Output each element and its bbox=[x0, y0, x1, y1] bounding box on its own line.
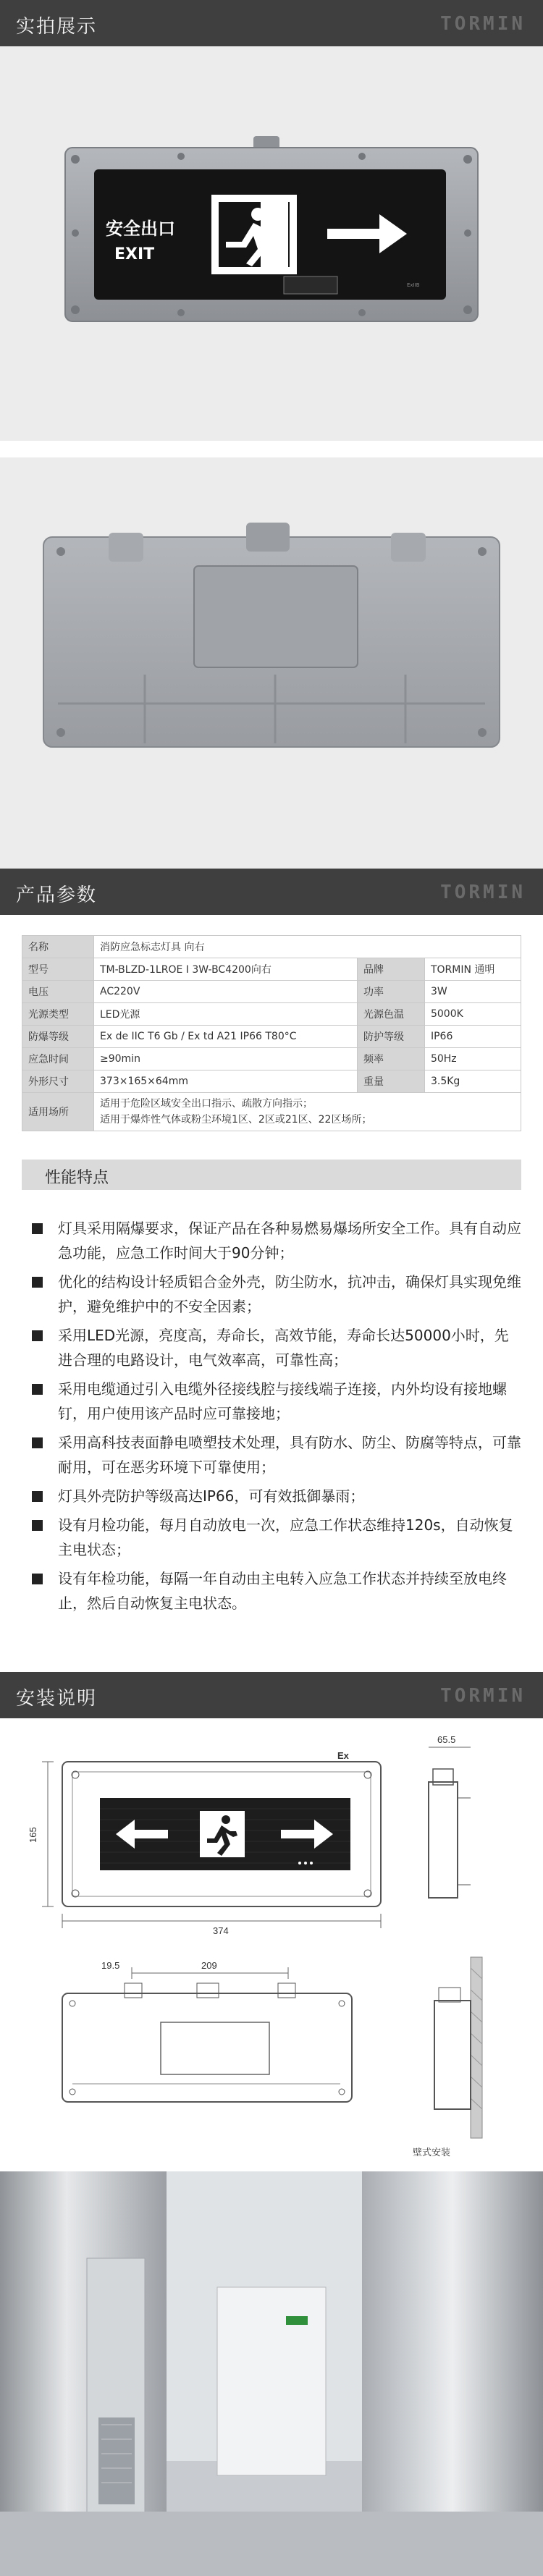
spec-value: 50Hz bbox=[424, 1048, 521, 1070]
features-list bbox=[32, 1216, 521, 1620]
emergency-light-back-image bbox=[0, 457, 543, 876]
section-title: 安装说明 bbox=[16, 1688, 98, 1710]
spec-value: ≥90min bbox=[94, 1048, 358, 1070]
spec-value: AC220V bbox=[94, 981, 358, 1003]
list-item: 采用电缆通过引入电缆外径接线腔与接线端子连接，内外均设有接地螺钉，用户使用该产品时应可靠接地； bbox=[32, 1377, 521, 1426]
bullet-square-icon bbox=[32, 1437, 43, 1448]
list-item: 设有月检功能，每月自动放电一次，应急工作状态维持120s，自动恢复主电状态； bbox=[32, 1513, 521, 1562]
bullet-square-icon bbox=[32, 1520, 43, 1531]
spec-value: LED光源 bbox=[94, 1003, 358, 1026]
table-row bbox=[22, 981, 521, 1003]
spec-label: 防护等级 bbox=[357, 1026, 424, 1048]
features-title: 性能特点 bbox=[45, 1169, 109, 1187]
table-row bbox=[22, 1093, 521, 1131]
bullet-square-icon bbox=[32, 1384, 43, 1395]
spec-table-wrap bbox=[22, 935, 521, 1131]
install-drawing bbox=[0, 1718, 543, 2171]
list-item: 灯具外壳防护等级高达IP66，可有效抵御暴雨； bbox=[32, 1484, 521, 1508]
dim-height: 165 bbox=[28, 1827, 38, 1843]
list-item: 优化的结构设计轻质铝合金外壳，防尘防水，抗冲击，确保灯具实现免维护，避免维护中的不安全因素； bbox=[32, 1270, 521, 1319]
table-row bbox=[22, 1026, 521, 1048]
bullet-square-icon bbox=[32, 1330, 43, 1341]
mount-label: 壁式安装 bbox=[413, 2147, 451, 2158]
table-row bbox=[22, 1070, 521, 1093]
dim-width: 374 bbox=[213, 1925, 229, 1936]
section-title: 产品参数 bbox=[16, 884, 98, 906]
bullet-square-icon bbox=[32, 1491, 43, 1502]
spec-value-line: 适用于爆炸性气体或粉尘环境1区、2区或21区、22区场所； bbox=[100, 1114, 372, 1126]
list-item: 采用LED光源，亮度高，寿命长，高效节能，寿命长达50000小时，先进合理的电路设计，电气效率高，可靠性高； bbox=[32, 1323, 521, 1372]
spec-table bbox=[22, 935, 521, 1131]
dim-depth: 65.5 bbox=[437, 1734, 456, 1745]
spec-label: 应急时间 bbox=[22, 1048, 94, 1070]
spec-value: 3.5Kg bbox=[424, 1070, 521, 1093]
photo-front-panel bbox=[0, 46, 543, 441]
bullet-square-icon bbox=[32, 1277, 43, 1288]
nameplate-marks: ExIIB bbox=[407, 282, 420, 288]
table-row bbox=[22, 1048, 521, 1070]
factory-photo-image bbox=[0, 2171, 543, 2576]
spec-label: 频率 bbox=[357, 1048, 424, 1070]
table-row bbox=[22, 936, 521, 958]
spec-label: 功率 bbox=[357, 981, 424, 1003]
brand-logo: TORMIN bbox=[440, 882, 526, 903]
emergency-light-front-image bbox=[0, 46, 543, 441]
list-item: 设有年检功能，每隔一年自动由主电转入应急工作状态并持续至放电终止，然后自动恢复主电状态。 bbox=[32, 1566, 521, 1616]
spec-label: 光源类型 bbox=[22, 1003, 94, 1026]
section-header-params bbox=[0, 869, 543, 915]
features-header bbox=[22, 1160, 521, 1190]
brand-logo: TORMIN bbox=[440, 1685, 526, 1707]
spec-label: 电压 bbox=[22, 981, 94, 1003]
spec-value-line: 适用于危险区域安全出口指示、疏散方向指示； bbox=[100, 1098, 313, 1110]
brand-logo: TORMIN bbox=[440, 13, 526, 35]
photo-back-panel bbox=[0, 457, 543, 876]
list-item: 采用高科技表面静电喷塑技术处理，具有防水、防尘、防腐等特点，可靠耐用，可在恶劣环境下可靠使用； bbox=[32, 1430, 521, 1479]
installation-photo bbox=[0, 2171, 543, 2576]
spec-value: TORMIN 通明 bbox=[424, 958, 521, 981]
sign-en-text: EXIT bbox=[114, 245, 155, 263]
spec-value: TM-BLZD-1LROE I 3W-BC4200向右 bbox=[94, 958, 358, 981]
section-title: 实拍展示 bbox=[16, 16, 98, 38]
running-man-icon bbox=[219, 202, 290, 267]
spec-label: 外形尺寸 bbox=[22, 1070, 94, 1093]
bullet-square-icon bbox=[32, 1574, 43, 1584]
spec-label: 型号 bbox=[22, 958, 94, 981]
spec-label: 防爆等级 bbox=[22, 1026, 94, 1048]
spec-value: 消防应急标志灯具 向右 bbox=[94, 936, 521, 958]
spec-label: 适用场所 bbox=[22, 1093, 94, 1131]
spec-value-multiline bbox=[94, 1093, 521, 1131]
spec-value: 3W bbox=[424, 981, 521, 1003]
dim-small: 19.5 bbox=[101, 1960, 120, 1971]
dim-mount: 209 bbox=[201, 1960, 217, 1971]
spec-label: 重量 bbox=[357, 1070, 424, 1093]
spec-value: 5000K bbox=[424, 1003, 521, 1026]
spec-label: 品牌 bbox=[357, 958, 424, 981]
dimension-drawing bbox=[0, 1718, 543, 2171]
spec-label: 名称 bbox=[22, 936, 94, 958]
list-item: 灯具采用隔爆要求，保证产品在各种易燃易爆场所安全工作。具有自动应急功能，应急工作时间大于90分钟； bbox=[32, 1216, 521, 1265]
section-header-install bbox=[0, 1672, 543, 1718]
ex-mark: Ex bbox=[337, 1750, 349, 1761]
table-row bbox=[22, 1003, 521, 1026]
spec-value: IP66 bbox=[424, 1026, 521, 1048]
spec-label: 光源色温 bbox=[357, 1003, 424, 1026]
bullet-square-icon bbox=[32, 1223, 43, 1234]
table-row bbox=[22, 958, 521, 981]
spec-value: 373×165×64mm bbox=[94, 1070, 358, 1093]
section-header-photos bbox=[0, 0, 543, 46]
spec-value: Ex de IIC T6 Gb / Ex td A21 IP66 T80°C bbox=[94, 1026, 358, 1048]
sign-cn-text: 安全出口 bbox=[106, 219, 175, 239]
